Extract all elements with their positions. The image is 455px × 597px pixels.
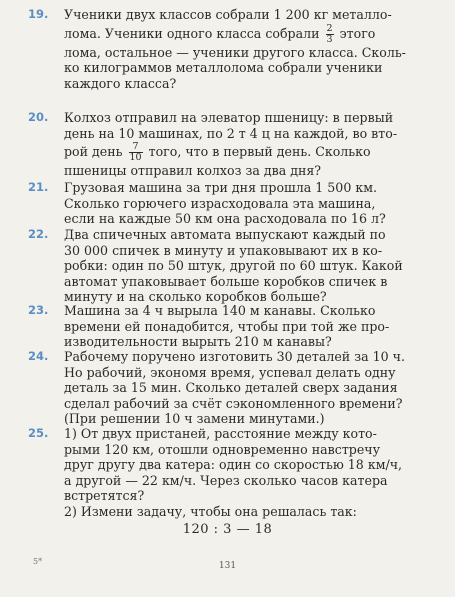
fraction: [326, 24, 334, 45]
page-number: 131: [218, 561, 237, 571]
problem-19: [28, 7, 446, 91]
text-line: изводительности вырыть 210 м канавы?: [64, 334, 332, 350]
text-line: Сколько горючего израсходовала эта машина,: [64, 195, 376, 211]
text-line: Два спичечных автомата выпускают каждый по: [64, 227, 386, 242]
formula: 120 : 3 — 18: [182, 522, 273, 537]
text-line: 1) От двух пристаней, расстояние между кото-: [64, 426, 377, 441]
text-segment: лома. Ученики одного класса собрали: [64, 25, 320, 41]
text-line: минуту и на сколько коробков больше?: [64, 289, 327, 305]
problem-25: [28, 426, 446, 520]
text-line: а другой — 22 км/ч. Через сколько часов катера: [64, 472, 388, 488]
text-line: лома, остальное — ученики другого класса. Сколь-: [64, 44, 406, 60]
text-line: робки: один по 50 штук, другой по 60 штук. Какой: [64, 258, 403, 274]
footer-mark: 5*: [33, 557, 43, 566]
problem-number: 21.: [28, 180, 49, 194]
text-line: день на 10 машинах, по 2 т 4 ц на каждой, во вто-: [64, 125, 398, 141]
text-line: Грузовая машина за три дня прошла 1 500 км.: [64, 180, 378, 195]
text-line: Машина за 4 ч вырыла 140 м канавы. Сколько: [64, 303, 376, 318]
text-line: пшеницы отправил колхоз за два дня?: [64, 163, 322, 179]
problem-number: 19.: [28, 7, 49, 21]
text-line: [64, 23, 446, 45]
text-line: автомат упаковывает больше коробков спичек в: [64, 273, 388, 289]
fraction: [129, 142, 143, 163]
problem-text: [64, 110, 446, 179]
text-line: 2) Измени задачу, чтобы она решалась так:: [64, 503, 357, 519]
fraction-numerator: 7: [129, 142, 143, 153]
problem-text: [64, 7, 446, 91]
text-segment: этого: [339, 25, 376, 41]
problem-21: [28, 180, 446, 227]
problem-number: 24.: [28, 349, 49, 363]
text-line: Но рабочий, экономя время, успевал делать одну: [64, 364, 396, 380]
text-line: (При решении 10 ч замени минутами.): [64, 411, 325, 427]
text-segment: рой день: [64, 144, 123, 160]
text-line: сделал рабочий за счёт сэкономленного времени?: [64, 395, 403, 411]
text-line: если на каждые 50 км она расходовала по 16 л?: [64, 211, 386, 227]
text-line: рыми 120 км, отошли одновременно навстречу: [64, 441, 381, 457]
problem-number: 23.: [28, 303, 49, 317]
problem-text: [64, 303, 446, 350]
problem-text: [64, 349, 446, 427]
text-line: Колхоз отправил на элеватор пшеницу: в первый: [64, 110, 394, 125]
problem-23: [28, 303, 446, 350]
problem-text: [64, 227, 446, 305]
text-line: деталь за 15 мин. Сколько деталей сверх задания: [64, 380, 398, 396]
text-line: Рабочему поручено изготовить 30 деталей за 10 ч.: [64, 349, 405, 364]
text-line: ко килограммов металлолома собрали ученики: [64, 60, 383, 76]
text-line: встретятся?: [64, 488, 145, 504]
fraction-denominator: 10: [129, 152, 142, 164]
problem-text: [64, 426, 446, 520]
problem-22: [28, 227, 446, 305]
text-line: [64, 141, 446, 163]
text-line: 30 000 спичек в минуту и упаковывают их в ко-: [64, 242, 383, 258]
text-line: друг другу два катера: один со скоростью 18 км/ч,: [64, 457, 403, 473]
problem-number: 22.: [28, 227, 49, 241]
text-segment: того, что в первый день. Сколько: [148, 144, 371, 160]
problem-number: 25.: [28, 426, 49, 440]
problem-20: [28, 110, 446, 179]
text-line: каждого класса?: [64, 75, 177, 91]
fraction-denominator: 3: [326, 33, 333, 45]
text-line: Ученики двух классов собрали 1 200 кг металло-: [64, 7, 392, 22]
problem-text: [64, 180, 446, 227]
text-line: времени ей понадобится, чтобы при той же про-: [64, 318, 390, 334]
problem-number: 20.: [28, 110, 49, 124]
problem-24: [28, 349, 446, 427]
fraction-numerator: 2: [326, 22, 333, 34]
